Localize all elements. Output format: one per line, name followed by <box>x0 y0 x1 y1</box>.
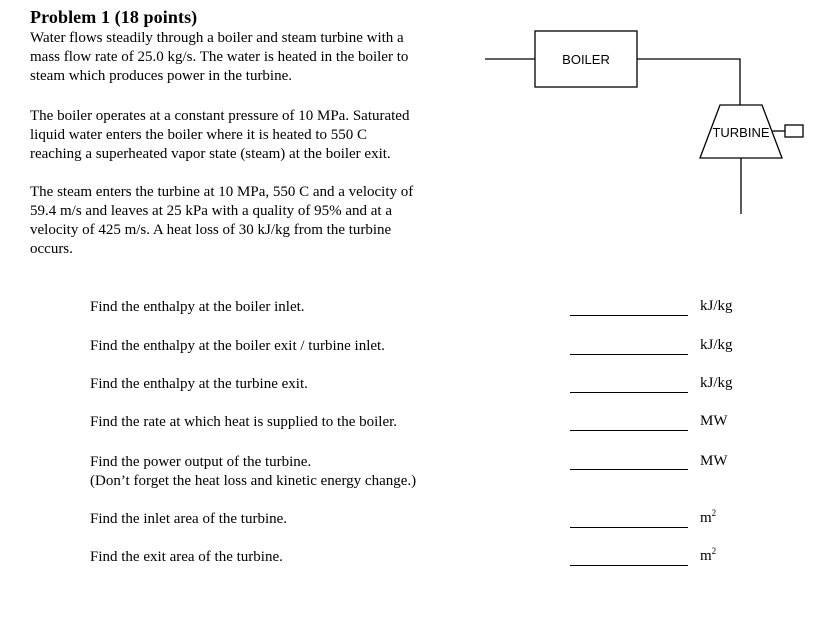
unit-label-4: MW <box>700 413 728 429</box>
paragraph-line: reaching a superheated vapor state (steam) at the boiler exit. <box>30 146 391 162</box>
generator-block <box>785 125 803 137</box>
boiler-label: BOILER <box>562 52 610 67</box>
paragraph-line: occurs. <box>30 241 73 257</box>
answer-blank-2[interactable] <box>570 354 688 355</box>
boiler-exit-pipe <box>637 59 740 105</box>
answer-blank-4[interactable] <box>570 430 688 431</box>
question-6: Find the inlet area of the turbine. <box>90 511 288 527</box>
paragraph-line: 59.4 m/s and leaves at 25 kPa with a quality of 95% and at a <box>30 203 392 219</box>
unit-label-6 <box>700 510 716 527</box>
paragraph-line: The boiler operates at a constant pressure of 10 MPa. Saturated <box>30 108 410 124</box>
paragraph-line: steam which produces power in the turbine. <box>30 68 293 84</box>
unit-label-3: kJ/kg <box>700 375 733 391</box>
question-1: Find the enthalpy at the boiler inlet. <box>90 299 305 315</box>
question-7: Find the exit area of the turbine. <box>90 549 283 565</box>
paragraph-line: Water flows steadily through a boiler and steam turbine with a <box>30 30 404 46</box>
unit-label-7 <box>700 548 716 565</box>
turbine-label: TURBINE <box>712 125 770 140</box>
paragraph-line: The steam enters the turbine at 10 MPa, 550 C and a velocity of <box>30 184 414 200</box>
unit-text: m <box>700 548 712 564</box>
problem-title: Problem 1 (18 points) <box>30 7 198 27</box>
unit-text: m <box>700 510 712 526</box>
question-5: Find the power output of the turbine. <box>90 454 312 470</box>
answer-blank-7[interactable] <box>570 565 688 566</box>
unit-exponent: 2 <box>711 508 717 518</box>
question-2: Find the enthalpy at the boiler exit / turbine inlet. <box>90 338 385 354</box>
paragraph-line: liquid water enters the boiler where it is heated to 550 C <box>30 127 367 143</box>
unit-exponent: 2 <box>711 546 717 556</box>
answer-blank-6[interactable] <box>570 527 688 528</box>
paragraph-line: mass flow rate of 25.0 kg/s. The water is heated in the boiler to <box>30 49 409 65</box>
answer-blank-1[interactable] <box>570 315 688 316</box>
question-3: Find the enthalpy at the turbine exit. <box>90 376 308 392</box>
answer-blank-3[interactable] <box>570 392 688 393</box>
unit-label-1: kJ/kg <box>700 298 733 314</box>
paragraph-line: velocity of 425 m/s. A heat loss of 30 kJ/kg from the turbine <box>30 222 392 238</box>
question-4: Find the rate at which heat is supplied to the boiler. <box>90 414 398 430</box>
unit-label-2: kJ/kg <box>700 337 733 353</box>
answer-blank-5[interactable] <box>570 469 688 470</box>
unit-label-5: MW <box>700 453 728 469</box>
question-5-note: (Don’t forget the heat loss and kinetic energy change.) <box>90 473 417 489</box>
